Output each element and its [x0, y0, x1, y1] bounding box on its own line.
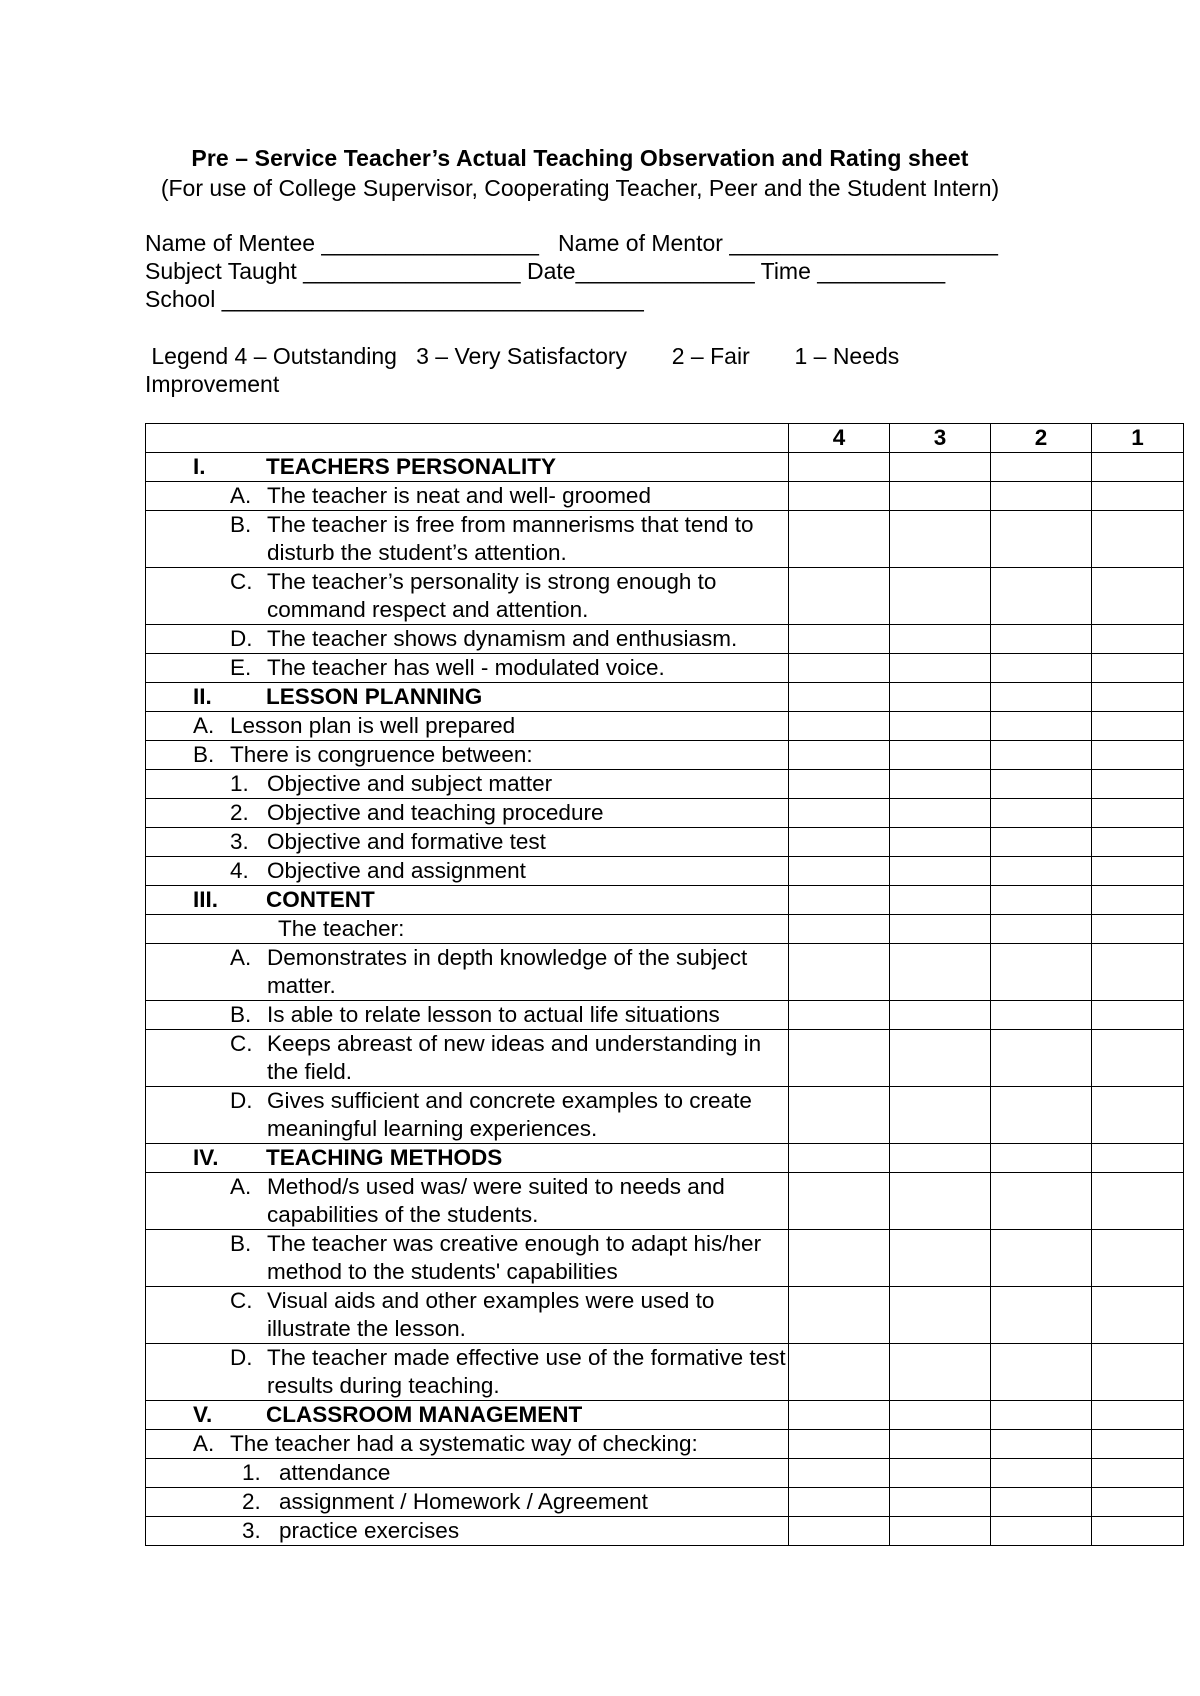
score-cell-2[interactable] — [991, 1087, 1092, 1144]
score-cell-3[interactable] — [890, 1001, 991, 1030]
criteria-cell — [146, 683, 789, 712]
item-text: Is able to relate lesson to actual life situations — [267, 1002, 720, 1027]
criteria-item — [146, 944, 788, 1000]
score-cell-1[interactable] — [1092, 568, 1184, 625]
score-cell-3[interactable] — [890, 1030, 991, 1087]
criteria-cell — [146, 799, 789, 828]
score-cell-3[interactable] — [890, 857, 991, 886]
score-cell-3[interactable] — [890, 453, 991, 482]
item-marker: B. — [230, 512, 252, 537]
score-cell-3[interactable] — [890, 683, 991, 712]
item-text: The teacher: — [278, 916, 405, 941]
item-text: The teacher is neat and well- groomed — [267, 483, 651, 508]
criteria-cell — [146, 511, 789, 568]
score-header-1: 1 — [1092, 424, 1184, 453]
criteria-row — [146, 770, 1184, 799]
score-cell-3[interactable] — [890, 828, 991, 857]
score-cell-1[interactable] — [1092, 482, 1184, 511]
section-heading — [146, 453, 788, 481]
item-text: Objective and teaching procedure — [267, 800, 604, 825]
score-cell-1[interactable] — [1092, 1459, 1184, 1488]
score-cell-3[interactable] — [890, 1488, 991, 1517]
criteria-row — [146, 1030, 1184, 1087]
item-text: assignment / Homework / Agreement — [279, 1489, 648, 1514]
score-cell-2[interactable] — [991, 1173, 1092, 1230]
item-text: practice exercises — [279, 1518, 460, 1543]
score-cell-3[interactable] — [890, 741, 991, 770]
criteria-row — [146, 857, 1184, 886]
item-text: The teacher has well - modulated voice. — [267, 655, 665, 680]
score-cell-2[interactable] — [991, 944, 1092, 1001]
criteria-item — [146, 1459, 788, 1487]
score-cell-4[interactable] — [789, 1087, 890, 1144]
subject-date-time-fields: Subject Taught _________________ Date______________ Time __________ — [145, 258, 946, 284]
criteria-item — [146, 828, 788, 856]
score-cell-2[interactable] — [991, 1488, 1092, 1517]
criteria-cell — [146, 1430, 789, 1459]
score-cell-3[interactable] — [890, 1401, 991, 1430]
criteria-item — [146, 712, 788, 740]
score-header-3: 3 — [890, 424, 991, 453]
item-text: Visual aids and other examples were used to illustrate the lesson. — [267, 1288, 715, 1341]
criteria-item — [146, 915, 788, 943]
score-cell-4[interactable] — [789, 1401, 890, 1430]
score-cell-2[interactable] — [991, 712, 1092, 741]
score-cell-2[interactable] — [991, 886, 1092, 915]
score-cell-2[interactable] — [991, 915, 1092, 944]
item-text: Demonstrates in depth knowledge of the subject matter. — [267, 945, 748, 998]
score-cell-1[interactable] — [1092, 683, 1184, 712]
item-text: The teacher’s personality is strong enough to command respect and attention. — [267, 569, 717, 622]
score-cell-3[interactable] — [890, 1287, 991, 1344]
score-cell-1[interactable] — [1092, 1087, 1184, 1144]
item-text: Objective and formative test — [267, 829, 546, 854]
criteria-cell — [146, 1087, 789, 1144]
criteria-item — [146, 1517, 788, 1545]
section-row — [146, 1144, 1184, 1173]
item-text: Lesson plan is well prepared — [230, 713, 516, 738]
score-cell-3[interactable] — [890, 1230, 991, 1287]
score-cell-3[interactable] — [890, 511, 991, 568]
score-cell-2[interactable] — [991, 568, 1092, 625]
section-row — [146, 453, 1184, 482]
score-cell-1[interactable] — [1092, 453, 1184, 482]
item-text: Keeps abreast of new ideas and understanding in the field. — [267, 1031, 762, 1084]
criteria-item — [146, 482, 788, 510]
item-marker: 3. — [242, 1518, 261, 1543]
score-cell-1[interactable] — [1092, 654, 1184, 683]
item-marker: 1. — [242, 1460, 261, 1485]
score-cell-2[interactable] — [991, 741, 1092, 770]
item-text: Objective and subject matter — [267, 771, 553, 796]
criteria-item — [146, 1287, 788, 1343]
score-cell-2[interactable] — [991, 799, 1092, 828]
criteria-row — [146, 1087, 1184, 1144]
criteria-row — [146, 1430, 1184, 1459]
score-cell-3[interactable] — [890, 1459, 991, 1488]
item-marker: 2. — [242, 1489, 261, 1514]
criteria-item — [146, 1030, 788, 1086]
criteria-item — [146, 1230, 788, 1286]
item-marker: III. — [193, 887, 219, 912]
criteria-item — [146, 654, 788, 682]
criteria-row — [146, 568, 1184, 625]
item-marker: A. — [193, 1431, 215, 1456]
score-cell-4[interactable] — [789, 712, 890, 741]
criteria-row — [146, 1287, 1184, 1344]
item-marker: B. — [230, 1231, 252, 1256]
score-cell-3[interactable] — [890, 944, 991, 1001]
rating-legend: Legend 4 – Outstanding 3 – Very Satisfactory 2 – Fair 1 – Needs Improvement — [145, 343, 906, 397]
item-marker: B. — [193, 742, 215, 767]
criteria-item — [146, 741, 788, 769]
score-cell-1[interactable] — [1092, 828, 1184, 857]
score-cell-4[interactable] — [789, 1230, 890, 1287]
criteria-cell — [146, 568, 789, 625]
criteria-cell — [146, 625, 789, 654]
score-cell-4[interactable] — [789, 1430, 890, 1459]
criteria-row — [146, 799, 1184, 828]
criteria-row — [146, 741, 1184, 770]
score-cell-4[interactable] — [789, 1001, 890, 1030]
section-heading — [146, 886, 788, 914]
item-text: The teacher made effective use of the formative test results during teaching. — [267, 1345, 786, 1398]
item-marker: A. — [230, 1174, 252, 1199]
item-marker: 2. — [230, 800, 249, 825]
score-cell-3[interactable] — [890, 625, 991, 654]
section-row — [146, 886, 1184, 915]
score-cell-4[interactable] — [789, 1287, 890, 1344]
score-cell-1[interactable] — [1092, 915, 1184, 944]
score-cell-3[interactable] — [890, 1517, 991, 1546]
criteria-cell — [146, 1173, 789, 1230]
criteria-cell — [146, 453, 789, 482]
item-marker: C. — [230, 1288, 253, 1313]
section-row — [146, 683, 1184, 712]
score-cell-3[interactable] — [890, 1087, 991, 1144]
score-cell-1[interactable] — [1092, 1230, 1184, 1287]
item-text: The teacher had a systematic way of checking: — [230, 1431, 698, 1456]
score-cell-1[interactable] — [1092, 1344, 1184, 1401]
score-cell-1[interactable] — [1092, 1488, 1184, 1517]
item-marker: I. — [193, 454, 206, 479]
criteria-cell — [146, 1344, 789, 1401]
score-cell-4[interactable] — [789, 799, 890, 828]
criteria-row — [146, 944, 1184, 1001]
criteria-row — [146, 482, 1184, 511]
item-text: TEACHERS PERSONALITY — [266, 454, 557, 479]
item-text: There is congruence between: — [230, 742, 533, 767]
item-text: The teacher shows dynamism and enthusiasm. — [267, 626, 738, 651]
item-marker: D. — [230, 1345, 253, 1370]
score-cell-3[interactable] — [890, 568, 991, 625]
document-title: Pre – Service Teacher’s Actual Teaching Observation and Rating sheet — [191, 145, 969, 171]
criteria-cell — [146, 828, 789, 857]
score-cell-1[interactable] — [1092, 1144, 1184, 1173]
item-marker: A. — [193, 713, 215, 738]
score-cell-4[interactable] — [789, 1517, 890, 1546]
score-cell-2[interactable] — [991, 1459, 1092, 1488]
criteria-cell — [146, 1517, 789, 1546]
score-cell-4[interactable] — [789, 1144, 890, 1173]
score-cell-1[interactable] — [1092, 511, 1184, 568]
score-cell-2[interactable] — [991, 1230, 1092, 1287]
score-cell-4[interactable] — [789, 654, 890, 683]
score-cell-2[interactable] — [991, 1144, 1092, 1173]
score-cell-1[interactable] — [1092, 799, 1184, 828]
section-heading — [146, 1401, 788, 1429]
score-cell-3[interactable] — [890, 712, 991, 741]
criteria-row — [146, 828, 1184, 857]
score-cell-1[interactable] — [1092, 770, 1184, 799]
score-cell-2[interactable] — [991, 828, 1092, 857]
score-cell-3[interactable] — [890, 886, 991, 915]
criteria-row — [146, 625, 1184, 654]
item-text: The teacher was creative enough to adapt his/her method to the students' capabilities — [267, 1231, 762, 1284]
item-marker: II. — [193, 684, 212, 709]
section-row — [146, 1401, 1184, 1430]
score-cell-4[interactable] — [789, 1488, 890, 1517]
score-cell-4[interactable] — [789, 770, 890, 799]
score-cell-2[interactable] — [991, 1401, 1092, 1430]
criteria-cell — [146, 1144, 789, 1173]
score-cell-3[interactable] — [890, 915, 991, 944]
school-field: School _________________________________ — [145, 286, 644, 312]
item-marker: B. — [230, 1002, 252, 1027]
score-cell-3[interactable] — [890, 1344, 991, 1401]
score-cell-2[interactable] — [991, 625, 1092, 654]
criteria-row — [146, 1488, 1184, 1517]
score-cell-2[interactable] — [991, 1287, 1092, 1344]
criteria-row — [146, 1459, 1184, 1488]
item-marker: 1. — [230, 771, 249, 796]
item-marker: D. — [230, 626, 253, 651]
score-cell-3[interactable] — [890, 1144, 991, 1173]
score-cell-4[interactable] — [789, 625, 890, 654]
score-cell-4[interactable] — [789, 944, 890, 1001]
score-cell-4[interactable] — [789, 741, 890, 770]
score-cell-4[interactable] — [789, 1459, 890, 1488]
item-text: CONTENT — [266, 887, 375, 912]
document-subtitle: (For use of College Supervisor, Cooperating Teacher, Peer and the Student Intern) — [160, 175, 1000, 201]
criteria-item — [146, 1430, 788, 1458]
score-cell-2[interactable] — [991, 453, 1092, 482]
item-marker: 3. — [230, 829, 249, 854]
criteria-row — [146, 1001, 1184, 1030]
score-cell-3[interactable] — [890, 799, 991, 828]
criteria-item — [146, 1173, 788, 1229]
score-header-row — [146, 424, 1184, 453]
score-cell-1[interactable] — [1092, 712, 1184, 741]
criteria-item — [146, 1001, 788, 1029]
score-cell-3[interactable] — [890, 770, 991, 799]
score-cell-2[interactable] — [991, 770, 1092, 799]
score-header-4: 4 — [789, 424, 890, 453]
criteria-header-cell — [146, 424, 789, 453]
score-cell-2[interactable] — [991, 1030, 1092, 1087]
criteria-row — [146, 1517, 1184, 1546]
score-cell-1[interactable] — [1092, 625, 1184, 654]
criteria-item — [146, 568, 788, 624]
mentee-mentor-fields: Name of Mentee _________________ Name of Mentor _____________________ — [145, 230, 998, 256]
score-cell-2[interactable] — [991, 511, 1092, 568]
criteria-item — [146, 799, 788, 827]
score-cell-4[interactable] — [789, 1173, 890, 1230]
item-text: Method/s used was/ were suited to needs and capabilities of the students. — [267, 1174, 725, 1227]
score-cell-1[interactable] — [1092, 886, 1184, 915]
criteria-item — [146, 625, 788, 653]
score-cell-1[interactable] — [1092, 1287, 1184, 1344]
score-cell-2[interactable] — [991, 1430, 1092, 1459]
criteria-row — [146, 1173, 1184, 1230]
item-marker: A. — [230, 945, 252, 970]
criteria-cell — [146, 1459, 789, 1488]
score-cell-2[interactable] — [991, 683, 1092, 712]
score-cell-1[interactable] — [1092, 857, 1184, 886]
item-marker: E. — [230, 655, 252, 680]
score-cell-2[interactable] — [991, 1517, 1092, 1546]
score-cell-4[interactable] — [789, 886, 890, 915]
criteria-row — [146, 1344, 1184, 1401]
section-heading — [146, 1144, 788, 1172]
item-text: TEACHING METHODS — [266, 1145, 503, 1170]
criteria-row — [146, 511, 1184, 568]
score-cell-1[interactable] — [1092, 1430, 1184, 1459]
score-cell-1[interactable] — [1092, 1030, 1184, 1087]
item-text: Gives sufficient and concrete examples to create meaningful learning experiences. — [267, 1088, 752, 1141]
section-heading — [146, 683, 788, 711]
criteria-item — [146, 857, 788, 885]
criteria-cell — [146, 654, 789, 683]
score-cell-4[interactable] — [789, 828, 890, 857]
score-cell-2[interactable] — [991, 482, 1092, 511]
criteria-row — [146, 915, 1184, 944]
criteria-cell — [146, 915, 789, 944]
criteria-item — [146, 511, 788, 567]
score-cell-3[interactable] — [890, 1173, 991, 1230]
criteria-cell — [146, 886, 789, 915]
criteria-cell — [146, 1001, 789, 1030]
item-marker: IV. — [193, 1145, 219, 1170]
item-marker: D. — [230, 1088, 253, 1113]
score-cell-1[interactable] — [1092, 1517, 1184, 1546]
criteria-cell — [146, 1230, 789, 1287]
score-cell-3[interactable] — [890, 654, 991, 683]
score-cell-4[interactable] — [789, 857, 890, 886]
score-cell-4[interactable] — [789, 511, 890, 568]
score-cell-2[interactable] — [991, 654, 1092, 683]
score-cell-4[interactable] — [789, 1344, 890, 1401]
score-cell-3[interactable] — [890, 482, 991, 511]
rating-table — [145, 423, 1184, 1546]
item-text: Objective and assignment — [267, 858, 526, 883]
item-text: The teacher is free from mannerisms that tend to disturb the student’s attention. — [267, 512, 754, 565]
item-marker: 4. — [230, 858, 249, 883]
criteria-item — [146, 1344, 788, 1400]
score-cell-1[interactable] — [1092, 1001, 1184, 1030]
criteria-item — [146, 770, 788, 798]
score-cell-1[interactable] — [1092, 1173, 1184, 1230]
criteria-row — [146, 1230, 1184, 1287]
score-cell-3[interactable] — [890, 1430, 991, 1459]
score-cell-4[interactable] — [789, 1030, 890, 1087]
score-cell-4[interactable] — [789, 683, 890, 712]
score-header-2: 2 — [991, 424, 1092, 453]
item-marker: C. — [230, 569, 253, 594]
criteria-cell — [146, 1287, 789, 1344]
criteria-cell — [146, 770, 789, 799]
score-cell-2[interactable] — [991, 857, 1092, 886]
item-text: CLASSROOM MANAGEMENT — [266, 1402, 583, 1427]
criteria-row — [146, 712, 1184, 741]
criteria-cell — [146, 1030, 789, 1087]
criteria-item — [146, 1087, 788, 1143]
score-cell-4[interactable] — [789, 568, 890, 625]
criteria-cell — [146, 944, 789, 1001]
criteria-cell — [146, 857, 789, 886]
score-cell-1[interactable] — [1092, 741, 1184, 770]
item-text: attendance — [279, 1460, 391, 1485]
criteria-cell — [146, 482, 789, 511]
criteria-item — [146, 1488, 788, 1516]
score-cell-2[interactable] — [991, 1344, 1092, 1401]
criteria-row — [146, 654, 1184, 683]
criteria-cell — [146, 1488, 789, 1517]
criteria-cell — [146, 712, 789, 741]
score-cell-4[interactable] — [789, 482, 890, 511]
item-text: LESSON PLANNING — [266, 684, 483, 709]
score-cell-1[interactable] — [1092, 1401, 1184, 1430]
score-cell-4[interactable] — [789, 915, 890, 944]
item-marker: V. — [193, 1402, 213, 1427]
criteria-cell — [146, 741, 789, 770]
score-cell-2[interactable] — [991, 1001, 1092, 1030]
score-cell-4[interactable] — [789, 453, 890, 482]
item-marker: A. — [230, 483, 252, 508]
criteria-cell — [146, 1401, 789, 1430]
score-cell-1[interactable] — [1092, 944, 1184, 1001]
item-marker: C. — [230, 1031, 253, 1056]
